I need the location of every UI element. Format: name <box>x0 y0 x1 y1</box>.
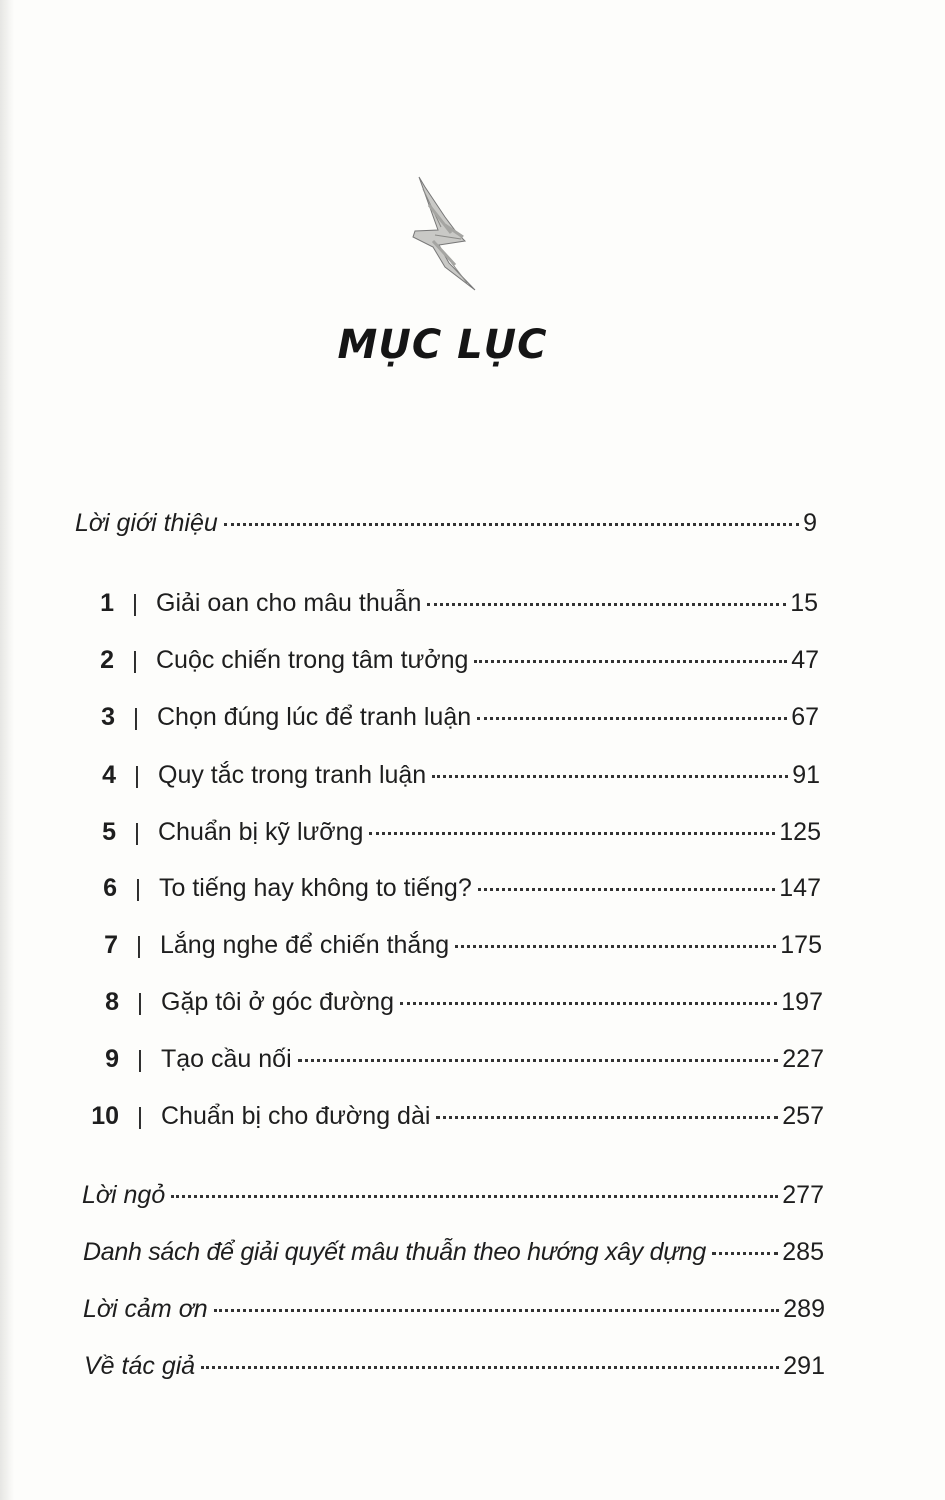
toc-chapter-2[interactable] <box>92 645 819 675</box>
chapter-number: 10 <box>91 1102 119 1130</box>
chapter-page: 147 <box>779 874 821 902</box>
dot-leader <box>400 1002 777 1005</box>
chapter-title: Tạo cầu nối <box>161 1045 292 1073</box>
toc-entry-title: Danh sách để giải quyết mâu thuẫn theo hướng xây dựng <box>83 1238 706 1266</box>
lightning-bolt-icon <box>405 175 480 295</box>
toc-heading: MỤC LỤC <box>337 322 548 368</box>
toc-chapter-8[interactable] <box>97 987 823 1017</box>
chapter-page: 125 <box>779 818 821 846</box>
toc-entry-title: Về tác giả <box>84 1352 196 1380</box>
toc-entry-page: 289 <box>783 1295 825 1323</box>
chapter-page: 15 <box>790 589 818 617</box>
chapter-separator: | <box>137 989 143 1015</box>
page-edge-shadow <box>0 0 14 1500</box>
dot-leader <box>478 888 776 891</box>
chapter-page: 47 <box>791 646 819 674</box>
toc-entry-intro[interactable] <box>75 508 817 538</box>
toc-chapter-6[interactable] <box>95 873 821 903</box>
toc-entry-title: Lời cảm ơn <box>83 1295 208 1323</box>
toc-entry-acknowledgements[interactable] <box>83 1294 825 1324</box>
chapter-number: 6 <box>103 874 117 902</box>
chapter-page: 257 <box>782 1102 824 1130</box>
chapter-title: Quy tắc trong tranh luận <box>158 761 427 789</box>
chapter-number: 7 <box>104 931 118 959</box>
chapter-number: 1 <box>100 589 114 617</box>
dot-leader <box>298 1059 779 1062</box>
toc-entry-about-author[interactable] <box>84 1351 825 1381</box>
chapter-title: Chọn đúng lúc để tranh luận <box>157 703 472 731</box>
toc-entry-page: 277 <box>782 1181 824 1209</box>
dot-leader <box>171 1195 778 1198</box>
chapter-title: Chuẩn bị cho đường dài <box>161 1102 431 1130</box>
toc-chapter-10[interactable] <box>89 1101 824 1131</box>
chapter-separator: | <box>137 1046 143 1072</box>
chapter-separator: | <box>136 932 142 958</box>
toc-chapter-5[interactable] <box>94 817 821 847</box>
chapter-title: Chuẩn bị kỹ lưỡng <box>158 818 364 846</box>
chapter-page: 197 <box>781 988 823 1016</box>
dot-leader <box>436 1116 778 1119</box>
toc-entry-title: Lời giới thiệu <box>75 509 218 537</box>
chapter-title: Giải oan cho mâu thuẫn <box>156 589 422 617</box>
chapter-page: 175 <box>780 931 822 959</box>
toc-chapter-3[interactable] <box>93 702 819 732</box>
toc-chapter-1[interactable] <box>92 588 818 618</box>
toc-entry-checklist[interactable] <box>83 1237 824 1267</box>
toc-entry-afterword[interactable] <box>82 1180 824 1210</box>
dot-leader <box>427 603 786 606</box>
dot-leader <box>455 945 776 948</box>
chapter-title: To tiếng hay không to tiếng? <box>159 874 472 902</box>
chapter-title: Lắng nghe để chiến thắng <box>160 931 450 959</box>
dot-leader <box>477 717 787 720</box>
dot-leader <box>224 523 799 526</box>
dot-leader <box>214 1309 780 1312</box>
toc-entry-page: 285 <box>782 1238 824 1266</box>
chapter-number: 4 <box>102 761 116 789</box>
chapter-separator: | <box>137 1103 143 1129</box>
chapter-separator: | <box>135 875 141 901</box>
toc-entry-page: 291 <box>783 1352 825 1380</box>
chapter-separator: | <box>132 647 138 673</box>
chapter-number: 2 <box>100 646 114 674</box>
toc-chapter-4[interactable] <box>94 760 820 790</box>
chapter-number: 5 <box>102 818 116 846</box>
chapter-separator: | <box>133 704 139 730</box>
chapter-separator: | <box>134 762 140 788</box>
chapter-page: 227 <box>782 1045 824 1073</box>
dot-leader <box>432 775 788 778</box>
chapter-separator: | <box>132 590 138 616</box>
chapter-title: Gặp tôi ở góc đường <box>161 988 394 1016</box>
chapter-number: 8 <box>105 988 119 1016</box>
chapter-separator: | <box>134 819 140 845</box>
chapter-number: 9 <box>105 1045 119 1073</box>
chapter-page: 91 <box>792 761 820 789</box>
chapter-page: 67 <box>791 703 819 731</box>
dot-leader <box>474 660 787 663</box>
chapter-number: 3 <box>101 703 115 731</box>
toc-chapter-7[interactable] <box>96 930 822 960</box>
dot-leader <box>369 832 775 835</box>
dot-leader <box>201 1366 779 1369</box>
toc-entry-page: 9 <box>803 509 817 537</box>
chapter-title: Cuộc chiến trong tâm tưởng <box>156 646 469 674</box>
toc-chapter-9[interactable] <box>97 1044 824 1074</box>
dot-leader <box>712 1252 778 1255</box>
toc-entry-title: Lời ngỏ <box>82 1181 166 1209</box>
